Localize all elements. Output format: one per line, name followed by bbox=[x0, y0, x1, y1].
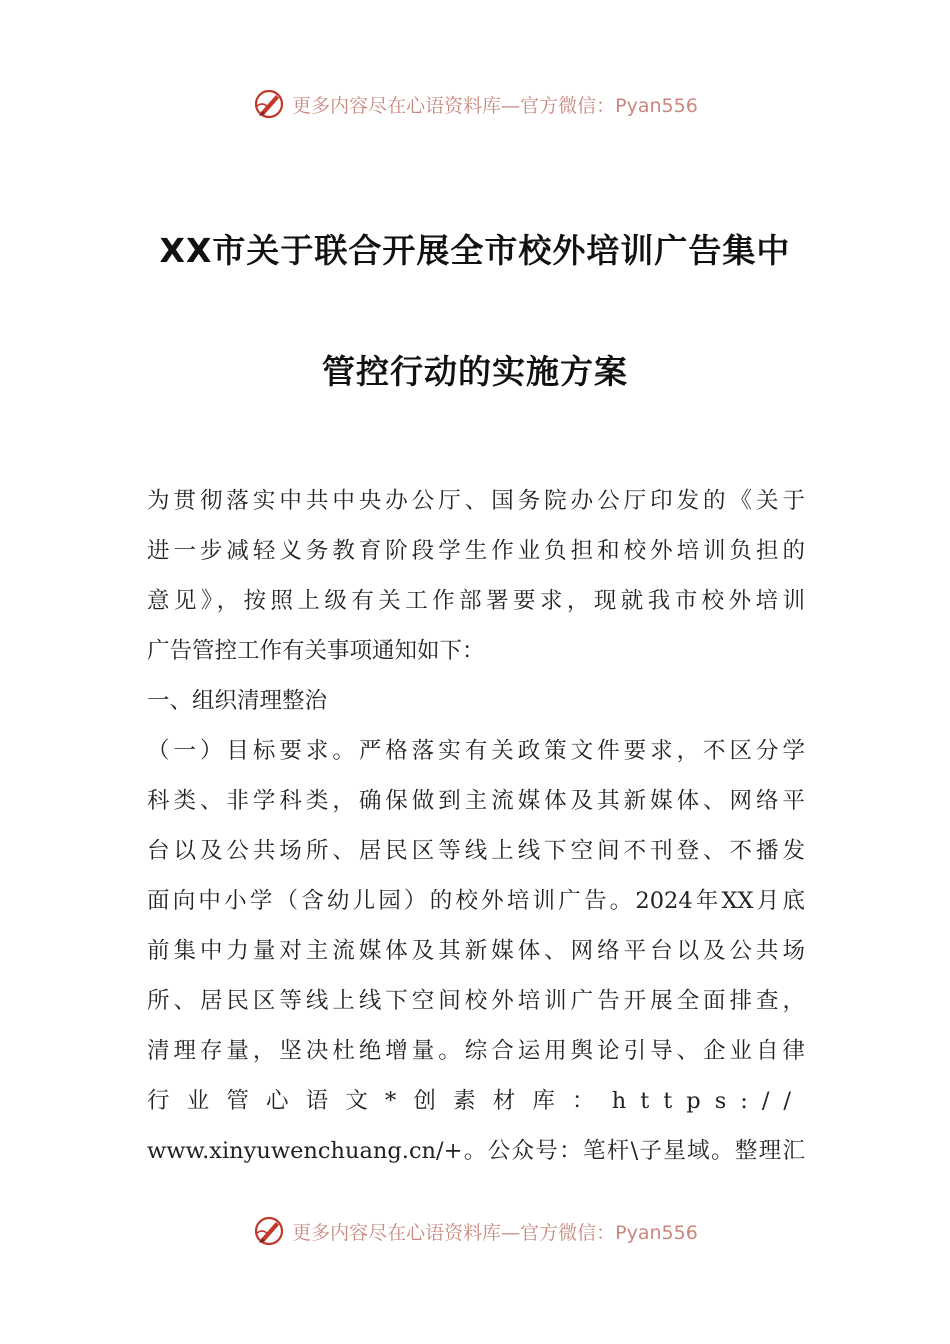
body-line: 前集中力量对主流媒体及其新媒体、网络平台以及公共场 bbox=[147, 938, 805, 964]
body-line: 科类、非学科类，确保做到主流媒体及其新媒体、网络平 bbox=[147, 788, 805, 814]
footer-banner bbox=[0, 1211, 950, 1251]
document-title-line1: XX市关于联合开展全市校外培训广告集中 bbox=[159, 231, 791, 270]
banner-text: 更多内容尽在心语资料库—官方微信：Pyan556 bbox=[292, 1221, 698, 1244]
banner-text: 更多内容尽在心语资料库—官方微信：Pyan556 bbox=[292, 94, 698, 117]
body-line: 台以及公共场所、居民区等线上线下空间不刊登、不播发 bbox=[147, 838, 805, 864]
body-line: 清理存量，坚决杜绝增量。综合运用舆论引导、企业自律 bbox=[147, 1038, 805, 1064]
section-heading: 一、组织清理整治 bbox=[147, 688, 328, 714]
document-title-line2: 管控行动的实施方案 bbox=[322, 352, 628, 391]
banner-wechat-id: Pyan556 bbox=[615, 1221, 698, 1244]
body-line: （一）目标要求。严格落实有关政策文件要求，不区分学 bbox=[147, 738, 805, 764]
body-line: 为贯彻落实中共中央办公厅、国务院办公厅印发的《关于 bbox=[147, 488, 805, 514]
body-line: 意见》，按照上级有关工作部署要求，现就我市校外培训 bbox=[147, 588, 805, 614]
document-body bbox=[147, 476, 805, 1176]
body-line: www.xinyuwenchuang.cn/+。公众号：笔杆\子星域。整理汇 bbox=[147, 1138, 805, 1164]
pen-logo-icon bbox=[252, 87, 286, 121]
header-banner bbox=[0, 84, 950, 124]
body-line-watermark: 行业管心语文*创素材库：https:// bbox=[147, 1088, 805, 1114]
body-line: 面向中小学（含幼儿园）的校外培训广告。2024年XX月底 bbox=[147, 888, 805, 914]
body-line: 所、居民区等线上线下空间校外培训广告开展全面排查， bbox=[147, 988, 805, 1014]
body-line: 进一步减轻义务教育阶段学生作业负担和校外培训负担的 bbox=[147, 538, 805, 564]
banner-wechat-id: Pyan556 bbox=[615, 94, 698, 117]
pen-logo-icon bbox=[252, 1214, 286, 1248]
body-line: 广告管控工作有关事项通知如下： bbox=[147, 638, 485, 664]
